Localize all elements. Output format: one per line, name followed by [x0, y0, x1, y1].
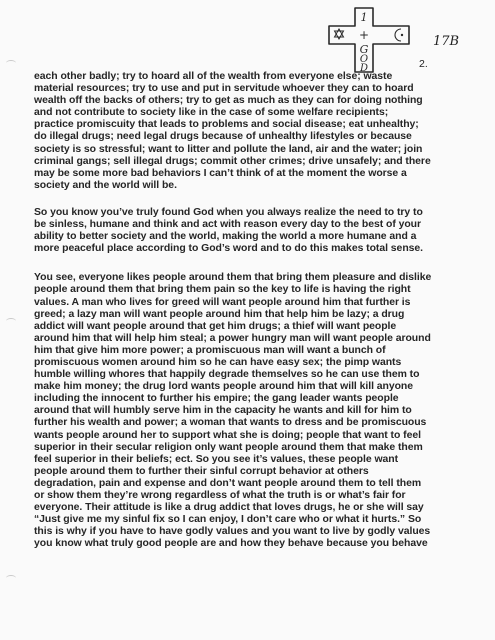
text-line: people around them that bring them pain so the key to life is having the right — [34, 284, 411, 296]
text-line: greed; a lazy man will want people around him that help him be lazy; a drug — [34, 308, 405, 320]
text-line: addict will want people around that get him drugs; a thief will want people — [34, 320, 397, 332]
text-line: humble willing whores that happily degrade themselves so he can use them to — [34, 369, 420, 381]
text-line: may be some more bad behaviors I can’t think of at the moment the worse a — [34, 167, 407, 179]
text-line: this is why if you have to have godly values and you want to live by godly values — [34, 526, 431, 538]
body-text — [34, 71, 474, 550]
text-line: degradation, pain and expense and don’t want people around them to tell them — [34, 477, 422, 489]
paragraph — [34, 207, 474, 255]
punch-hole-mark — [6, 318, 16, 324]
cross-letter: O — [359, 54, 369, 65]
text-line: everyone. Their attitude is like a drug addict that loves drugs, he or she will say — [34, 502, 424, 514]
text-line: around him that will help him steal; a power hungry man will want people around — [34, 332, 431, 344]
text-line: people around them to further their sinful corrupt behavior at others — [34, 465, 369, 477]
text-line: feel superior in their beliefs; ect. So you see it’s values, these people want — [34, 453, 399, 465]
text-line: further his wealth and power; a woman that wants to dress and be promiscuous — [34, 417, 427, 429]
text-line: and not contribute to society like in the case of some welfare recipients; — [34, 107, 389, 119]
crescent-star-icon — [395, 29, 403, 41]
text-line: wants people around her to support what she is doing; people that want to feel — [34, 429, 421, 441]
text-line: or show them they’re wrong regardless of what the truth is or what’s fair for — [34, 490, 406, 501]
text-line: practice promiscuity that leads to problems and social disease; eat unhealthy; — [34, 119, 419, 131]
text-line: make him money; the drug lord wants people around him that will kill anyone — [34, 381, 414, 393]
handwritten-page-number: 17B — [433, 34, 460, 49]
text-line: wealth off the backs of others; try to get as much as they can for doing nothing — [34, 95, 423, 107]
text-line: him that give him more power; a promiscuous man will want a bunch of — [34, 344, 386, 356]
punch-hole-mark — [6, 60, 16, 66]
paragraph — [34, 272, 474, 550]
text-line: society and the world will be. — [34, 179, 177, 191]
text-line: around that will humbly serve him in the capacity he wants and kill for him to — [34, 405, 412, 417]
text-line: you know what truly good people are and how they behave because you behave — [34, 538, 428, 550]
punch-hole-mark — [6, 575, 16, 581]
text-line: society is so stressful; want to litter and pollute the land, air and the water; join — [34, 143, 423, 155]
star-of-david-icon — [335, 29, 344, 39]
paragraph — [34, 71, 474, 192]
text-line: do illegal drugs; need legal drugs because of unhealthy lifestyles or because — [34, 131, 412, 143]
text-line: more peaceful place according to God’s word and to do this makes total sense. — [34, 243, 423, 255]
text-line: So you know you’ve truly found God when you always realize the need to try to — [34, 206, 423, 218]
text-line: material resources; try to use and put in servitude whoever they can to hoard — [34, 83, 414, 95]
cross-letter: D — [359, 63, 369, 74]
cross-letter: + — [358, 28, 370, 42]
text-line: each other badly; try to hoard all of the wealth from everyone else; waste — [34, 71, 393, 82]
hand-drawn-cross-emblem — [327, 6, 412, 74]
text-line: promiscuous women around him so he can have easy sex; the pimp wants — [34, 356, 402, 368]
text-line: superior in their secular religion only want people around them that make them — [34, 441, 423, 453]
text-line: “Just give me my sinful fix so I can enjoy, I don’t care who or what it hurts.” So — [34, 514, 422, 526]
text-line: ability to better society and the world, making the world a more humane and a — [34, 231, 417, 243]
text-line: criminal gangs; sell illegal drugs; commit other crimes; drive unsafely; and there — [34, 155, 431, 167]
text-line: values. A man who lives for greed will want people around him that further is — [34, 296, 411, 308]
text-line: You see, everyone likes people around them that bring them pleasure and dislike — [34, 272, 432, 284]
text-line: be sinless, humane and think and act with reason every day to the best of your — [34, 219, 422, 231]
cross-letter: 1 — [360, 11, 368, 24]
text-line: including the innocent to further his empire; the gang leader wants people — [34, 393, 399, 405]
cross-letter: G — [359, 43, 369, 56]
page-number: 2. — [419, 58, 428, 70]
